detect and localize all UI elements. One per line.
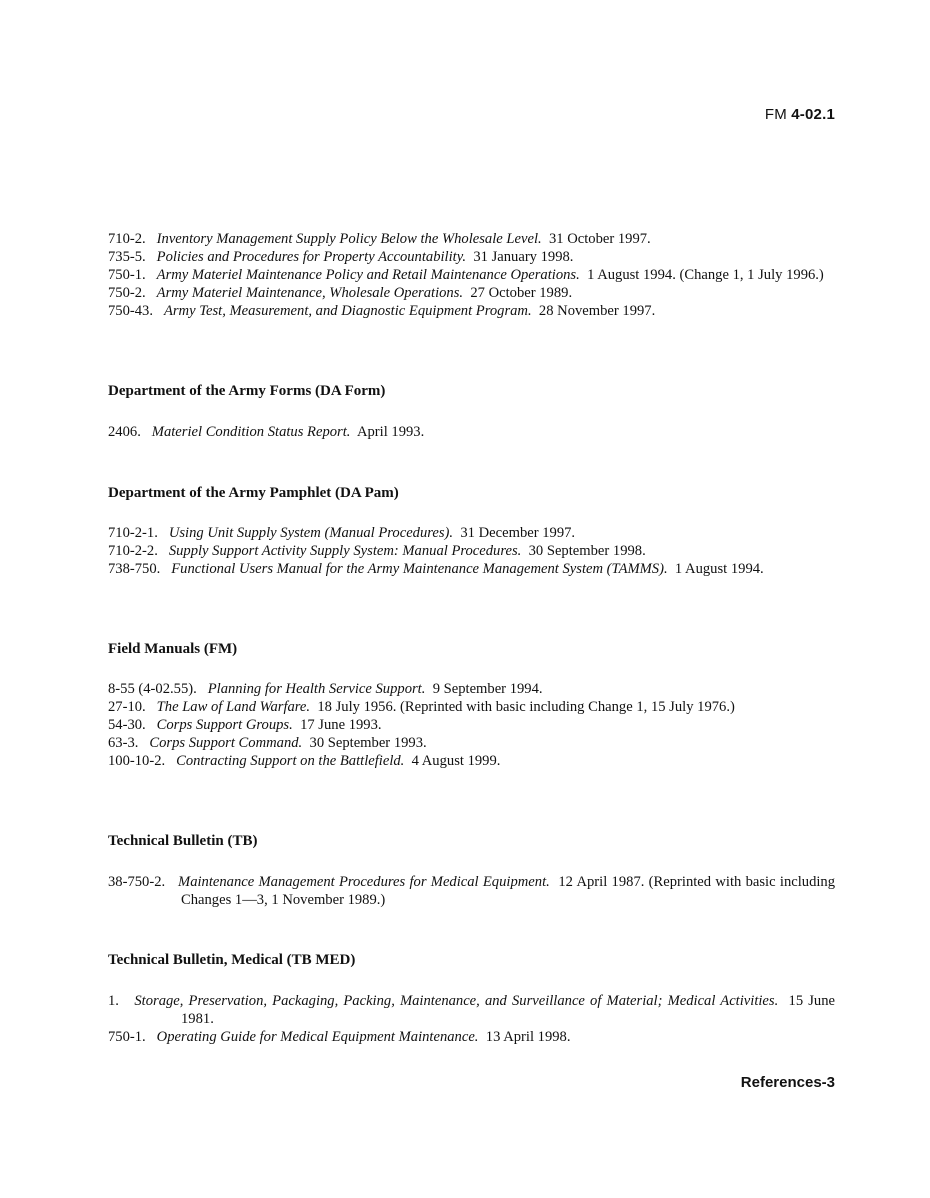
page-footer-number: References-3	[740, 1074, 835, 1091]
section-heading: Technical Bulletin (TB)	[108, 833, 258, 849]
reference-entry: 100-10-2. Contracting Support on the Battlefield. 4 August 1999.	[108, 753, 501, 769]
reference-entry: 750-43. Army Test, Measurement, and Diagnostic Equipment Program. 28 November 1997.	[108, 303, 656, 319]
reference-entry: 54-30. Corps Support Groups. 17 June 1993.	[108, 717, 382, 733]
reference-entry: 710-2-1. Using Unit Supply System (Manual Procedures). 31 December 1997.	[108, 525, 576, 541]
section-da-pam-entries	[108, 524, 835, 578]
section-heading: Field Manuals (FM)	[108, 641, 238, 657]
section-technical-bulletin-medical	[108, 951, 835, 969]
section-technical-bulletin	[108, 832, 835, 850]
reference-entry: 27-10. The Law of Land Warfare. 18 July 1956. (Reprinted with basic including Change 1, 15 July 1976.)	[108, 699, 735, 715]
reference-entry: 750-1. Operating Guide for Medical Equipment Maintenance. 13 April 1998.	[108, 1029, 571, 1045]
section-da-form-entries	[108, 423, 835, 441]
reference-entry: 1. Storage, Preservation, Packaging, Packing, Maintenance, and Surveillance of Material; Medical Activities. 15 June 1981.	[108, 993, 835, 1027]
reference-entry: 38-750-2. Maintenance Management Procedures for Medical Equipment. 12 April 1987. (Reprinted with basic including Changes 1—3, 1 November 1989.)	[108, 874, 836, 908]
reference-entry: 750-1. Army Materiel Maintenance Policy and Retail Maintenance Operations. 1 August 1994. (Change 1, 1 July 1996.)	[108, 267, 824, 283]
page-header-document-id	[765, 106, 835, 123]
reference-entry: 735-5. Policies and Procedures for Property Accountability. 31 January 1998.	[108, 249, 574, 265]
section-heading: Department of the Army Pamphlet (DA Pam)	[108, 485, 399, 501]
section-technical-bulletin-medical-entries	[108, 992, 835, 1046]
section-da-form	[108, 382, 835, 400]
section-field-manuals-entries	[108, 680, 835, 770]
reference-entry: 710-2-2. Supply Support Activity Supply System: Manual Procedures. 30 September 1998.	[108, 543, 646, 559]
reference-entry: 2406. Materiel Condition Status Report. April 1993.	[108, 424, 425, 440]
reference-entry: 738-750. Functional Users Manual for the Army Maintenance Management System (TAMMS). 1 August 1994.	[108, 561, 764, 577]
section-technical-bulletin-entries	[108, 873, 835, 909]
reference-entry: 8-55 (4-02.55). Planning for Health Service Support. 9 September 1994.	[108, 681, 543, 697]
header-prefix: FM	[764, 106, 792, 123]
reference-entry: 63-3. Corps Support Command. 30 September 1993.	[108, 735, 427, 751]
reference-entry: 750-2. Army Materiel Maintenance, Wholesale Operations. 27 October 1989.	[108, 285, 573, 301]
section-continued-regulations	[108, 230, 835, 320]
reference-entry: 710-2. Inventory Management Supply Policy Below the Wholesale Level. 31 October 1997.	[108, 231, 651, 247]
section-heading: Technical Bulletin, Medical (TB MED)	[108, 952, 356, 968]
section-da-pam	[108, 484, 835, 502]
header-document-number: 4-02.1	[791, 106, 835, 123]
section-heading: Department of the Army Forms (DA Form)	[108, 383, 386, 399]
section-field-manuals	[108, 640, 835, 658]
